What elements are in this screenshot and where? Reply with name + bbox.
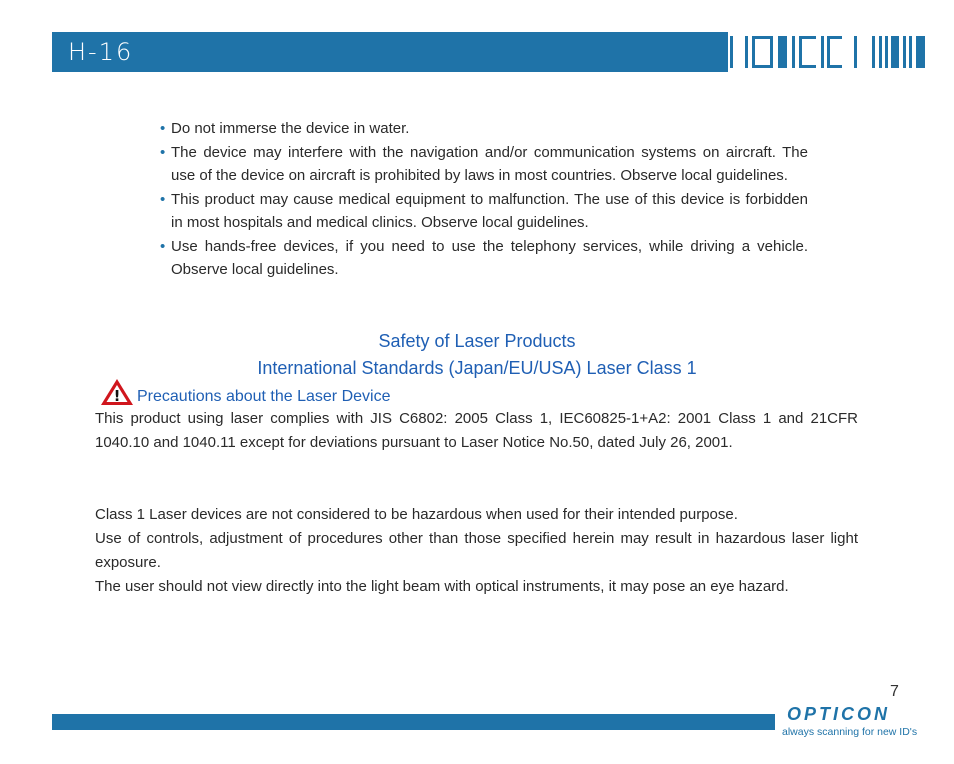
bullet-icon: •	[160, 237, 166, 255]
section-heading: Safety of Laser Products	[378, 331, 576, 351]
page-title: H-16	[68, 38, 134, 66]
bullet-icon: •	[160, 143, 166, 161]
paragraph: The user should not view directly into the light beam with optical instruments, it may pose an eye hazard.	[95, 578, 789, 595]
page-number: 7	[890, 683, 899, 700]
warning-glyph: !	[113, 387, 121, 405]
list-item: • The device may interfere with the navigation and/or communication systems on aircraft. The use of the device on aircraft is prohibited by laws in most countries. Observe local guidelines.	[160, 141, 808, 188]
list-item: • This product may cause medical equipment to malfunction. The use of this device is forbidden in most hospitals and medical clinics. Observe local guidelines.	[160, 188, 808, 235]
barcode-icon	[728, 32, 934, 72]
paragraph: Class 1 Laser devices are not considered to be hazardous when used for their intended purpose.	[95, 506, 738, 523]
list-item: • Use hands-free devices, if you need to use the telephony services, while driving a vehicle. Observe local guidelines.	[160, 235, 808, 282]
opticon-logo: OPTICON	[787, 704, 891, 724]
precaution-title: Precautions about the Laser Device	[137, 388, 391, 405]
list-item: • Do not immerse the device in water.	[160, 117, 808, 141]
safety-bullet-list	[160, 117, 808, 282]
compliance-text: This product using laser complies with JIS C6802: 2005 Class 1, IEC60825-1+A2: 2001 Class 1 and 21CFR 1040.10 and 1040.11 except for deviations pursuant to Laser Notice No.50, dated July 26, 2001.	[95, 410, 858, 451]
laser-info-paragraphs	[95, 503, 858, 599]
warning-triangle-icon	[99, 377, 135, 407]
bullet-icon: •	[160, 190, 166, 208]
compliance-paragraph	[95, 407, 858, 455]
footer-band	[52, 714, 775, 730]
paragraph: Use of controls, adjustment of procedures other than those specified herein may result in hazardous laser light exposure.	[95, 530, 858, 571]
bullet-icon: •	[160, 120, 166, 137]
section-subheading: International Standards (Japan/EU/USA) Laser Class 1	[257, 358, 697, 378]
brand-tagline: always scanning for new ID's	[782, 726, 918, 738]
